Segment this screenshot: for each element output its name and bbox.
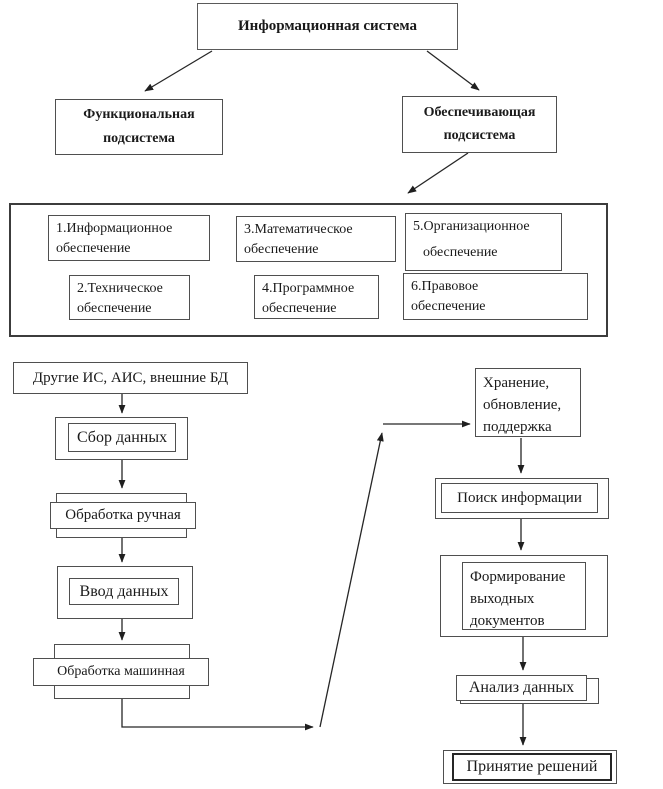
support-item-2-line2: обеспечение [77, 301, 152, 316]
node-external-sources [13, 362, 248, 394]
node-output-documents [440, 555, 608, 637]
support-item-5 [405, 213, 562, 271]
node-data-input [57, 566, 193, 619]
functional-line2: подсистема [103, 130, 175, 146]
machine-processing-label: Обработка машинная [57, 664, 185, 679]
decision-making-inner-frame [452, 753, 612, 781]
output-documents-inner-frame [462, 562, 586, 630]
node-manual-processing [50, 502, 196, 529]
root-node [197, 3, 458, 50]
support-item-4 [254, 275, 379, 319]
node-storage [475, 368, 581, 437]
support-item-3-line2: обеспечение [244, 242, 319, 257]
data-collection-inner-frame [68, 423, 176, 452]
support-item-4-line1: 4.Программное [262, 281, 355, 296]
support-item-6-line2: обеспечение [411, 299, 486, 314]
arrow-root-to-functional [145, 51, 212, 91]
external-sources-label: Другие ИС, АИС, внешние БД [32, 369, 229, 386]
node-decision-making [443, 750, 617, 784]
support-item-2 [69, 275, 190, 320]
output-docs-line2: выходных [470, 591, 535, 607]
support-item-4-line2: обеспечение [262, 301, 337, 316]
storage-line1: Хранение, [483, 375, 550, 391]
storage-line2: обновление, [483, 397, 562, 413]
support-item-5-line2: обеспечение [423, 245, 498, 260]
data-input-label: Ввод данных [79, 582, 169, 600]
node-info-search [435, 478, 609, 519]
functional-line1: Функциональная [83, 107, 195, 123]
manual-processing-label: Обработка ручная [65, 507, 181, 523]
support-item-1-line1: 1.Информационное [56, 221, 173, 236]
info-search-inner-frame [441, 483, 598, 513]
root-label: Информационная система [238, 18, 417, 34]
supporting-line1: Обеспечивающая [423, 104, 536, 120]
data-analysis-label: Анализ данных [468, 679, 575, 696]
support-item-3-line1: 3.Математическое [244, 222, 353, 237]
support-item-3 [236, 216, 396, 262]
data-collection-label: Сбор данных [76, 428, 168, 446]
output-docs-line3: документов [470, 613, 545, 629]
support-item-1 [48, 215, 210, 261]
support-item-2-line1: 2.Техническое [77, 281, 163, 296]
node-machine-processing [33, 658, 209, 686]
support-item-6-line1: 6.Правовое [411, 279, 479, 294]
connector-machine-elbow [122, 699, 313, 727]
supporting-subsystem-node [402, 96, 557, 153]
decision-making-label: Принятие решений [466, 758, 598, 775]
support-item-5-line1: 5.Организационное [413, 219, 530, 234]
output-docs-line1: Формирование [470, 569, 566, 585]
node-data-analysis [456, 675, 587, 701]
connector-diagonal-up [320, 433, 382, 727]
storage-line3: поддержка [483, 419, 552, 435]
support-item-1-line2: обеспечение [56, 241, 131, 256]
arrow-supporting-to-group [408, 153, 468, 193]
supporting-line2: подсистема [443, 128, 516, 144]
node-data-collection [55, 417, 188, 460]
info-search-label: Поиск информации [457, 489, 582, 506]
support-item-6 [403, 273, 588, 320]
functional-subsystem-node [55, 99, 223, 155]
arrow-root-to-supporting [427, 51, 479, 90]
data-input-inner-frame [69, 578, 179, 605]
